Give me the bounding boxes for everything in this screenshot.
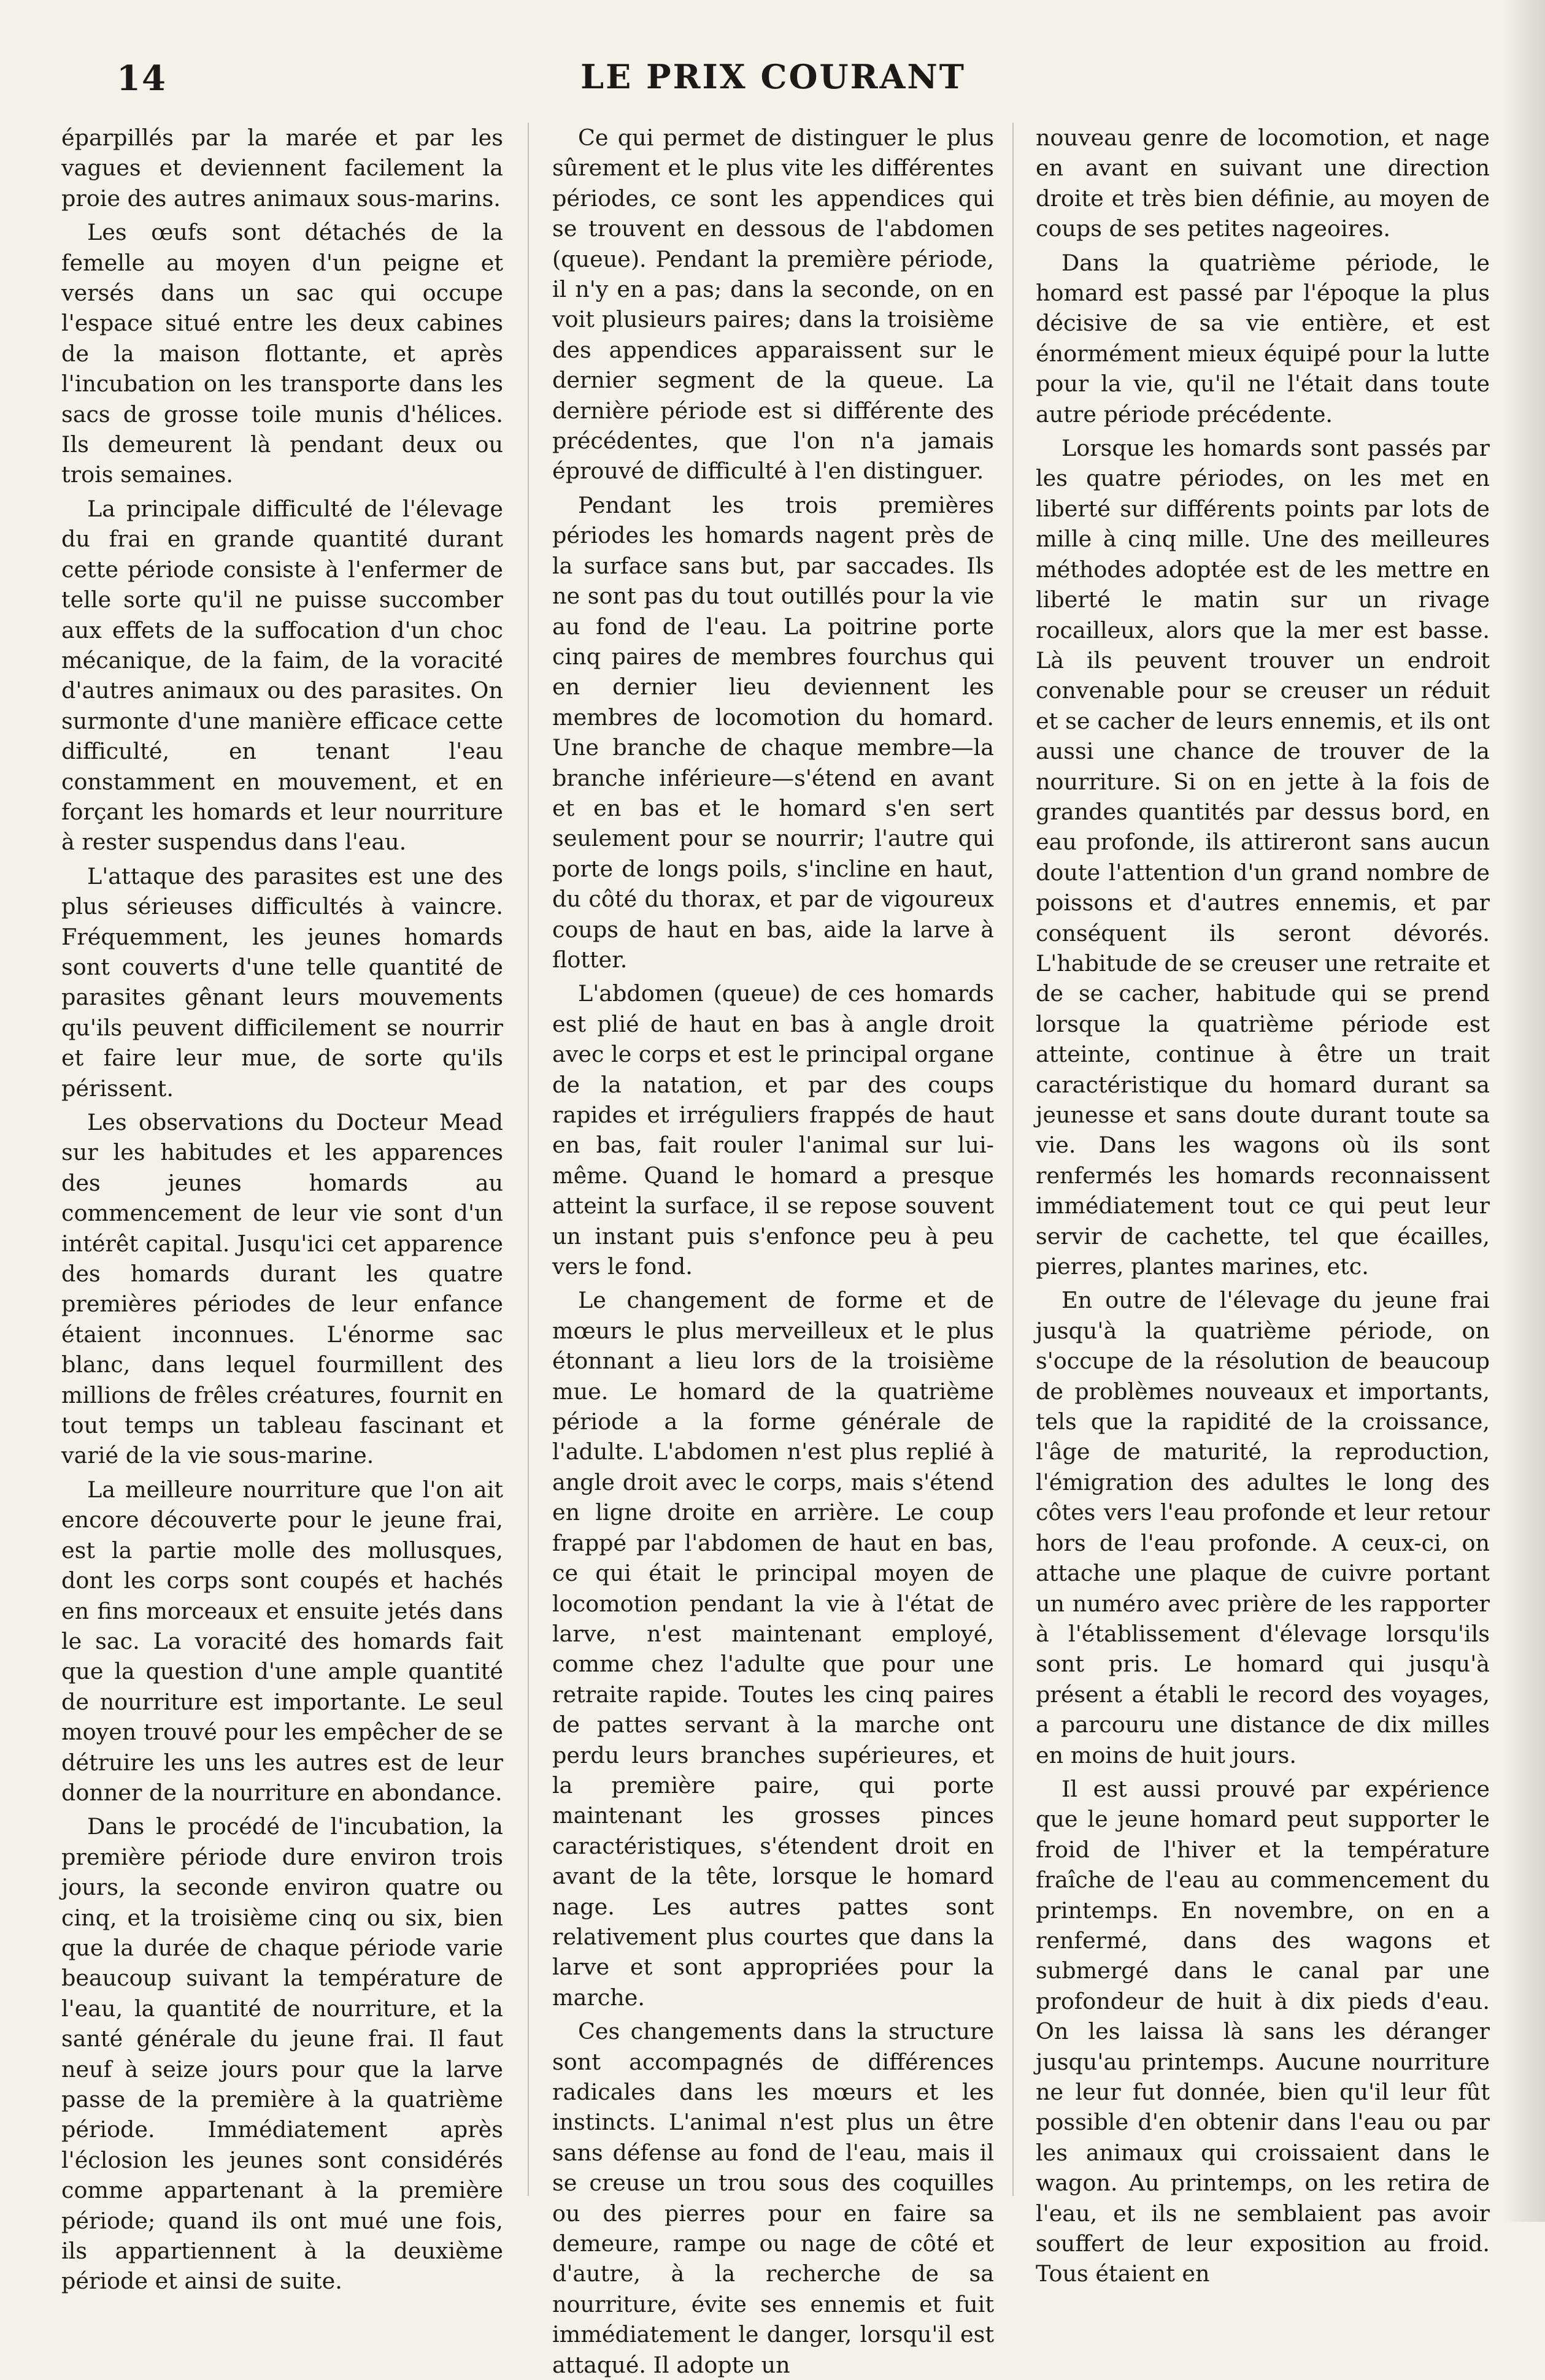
paragraph: Les observations du Docteur Mead sur les habitudes et les apparences des jeunes homards au commencement de leur vie sont d'un intérêt capital. Jusqu'ici cet apparence des homards durant les quatre premières périodes de leur enfance étaient inconnues. L'énorme sac blanc, dans lequel fourmillent des millions de frêles créatures, fournit en tout temps un tableau fascinant et varié de la vie sous-marine. — [61, 1109, 503, 1469]
paragraph: Ce qui permet de distinguer le plus sûrement et le plus vite les différentes périodes, ce sont les appendices qui se trouvent en dessous de l'abdomen (queue). Pendant la première période, il n'y en a pas; dans la seconde, on en voit plusieurs paires; dans la troisième des appendices apparaissent sur le dernier segment de la queue. La dernière période est si différente des précédentes, que l'on n'a jamais éprouvé de difficulté à l'en distinguer. — [552, 125, 994, 485]
paragraph: Pendant les trois premières périodes les homards nagent près de la surface sans but, par saccades. Ils ne sont pas du tout outillés pour la vie au fond de l'eau. La poitrine porte cinq paires de membres fourchus qui en dernier lieu deviennent les membres de locomotion du homard. Une branche de chaque membre—la branche inférieure—s'étend en avant et en bas et le homard s'en sert seulement pour se nourrir; l'autre qui porte de longs poils, s'incline en haut, du côté du thorax, et par de vigoureux coups de haut en bas, aide la larve à flotter. — [552, 491, 994, 973]
paragraph: L'abdomen (queue) de ces homards est plié de haut en bas à angle droit avec le corps et est le principal organe de la natation, et par des coups rapides et irréguliers frappés de haut en bas, fait rouler l'animal sur lui-même. Quand le homard a presque atteint la surface, il se repose souvent un instant puis s'enfonce peu à peu vers le fond. — [552, 980, 994, 1280]
paragraph: L'attaque des parasites est une des plus sérieuses difficultés à vaincre. Fréquemment, les jeunes homards sont couverts d'une telle quantité de parasites gênant leurs mouvements qu'ils peuvent difficilement se nourrir et faire leur mue, de sorte qu'ils périssent. — [61, 862, 503, 1102]
text-column-1 — [61, 123, 503, 2295]
publication-title: LE PRIX COURANT — [580, 57, 966, 96]
paragraph: La principale difficulté de l'élevage du frai en grande quantité durant cette période consiste à l'enfermer de telle sorte qu'il ne puisse succomber aux effets de la suffocation d'un choc mécanique, de la faim, de la voracité d'autres animaux ou des parasites. On surmonte d'une manière efficace cette difficulté, en tenant l'eau constamment en mouvement, et en forçant les homards et leur nourriture à rester suspendus dans l'eau. — [61, 495, 503, 856]
paragraph: Lorsque les homards sont passés par les quatre périodes, on les met en liberté sur différents points par lots de mille à cinq mille. Une des meilleures méthodes adoptée est de les mettre en liberté le matin sur un rivage rocailleux, alors que la mer est basse. Là ils peuvent trouver un endroit convenable pour se creuser un réduit et se cacher de leurs ennemis, et ils ont aussi une chance de trouver de la nourriture. Si on en jette à la fois de grandes quantités par dessus bord, en eau profonde, ils attireront sans aucun doute l'attention d'un grand nombre de poissons et d'autres ennemis, et par conséquent ils seront dévorés. L'habitude de se creuser une retraite et de se cacher, habitude qui se prend lorsque la quatrième période est atteinte, continue à être un trait caractéristique du homard durant sa jeunesse et sans doute durant toute sa vie. Dans les wagons où ils sont renfermés les homards reconnaissent immédiatement tout ce qui peut leur servir de cachette, tel que écailles, pierres, plantes marines, etc. — [1036, 435, 1490, 1280]
paragraph: Il est aussi prouvé par expérience que le jeune homard peut supporter le froid de l'hiver et la température fraîche de l'eau au commencement du printemps. En novembre, on en a renfermé, dans des wagons et submergé dans le canal par une profondeur de huit à dix pieds d'eau. On les laissa là sans les déranger jusqu'au printemps. Aucune nourriture ne leur fut donnée, bien qu'il leur fût possible d'en obtenir dans l'eau ou par les animaux qui croissaient dans le wagon. Au printemps, on les retira de l'eau, et ils ne semblaient pas avoir souffert de leur exposition au froid. Tous étaient en — [1036, 1775, 1490, 2287]
paragraph: Dans le procédé de l'incubation, la première période dure environ trois jours, la seconde environ quatre ou cinq, et la troisième cinq ou six, bien que la durée de chaque période varie beaucoup suivant la température de l'eau, la quantité de nourriture, et la santé générale du jeune frai. Il faut neuf à seize jours pour que la larve passe de la première à la quatrième période. Immédiatement après l'éclosion les jeunes sont considérés comme appartenant à la première période; quand ils ont mué une fois, ils appartiennent à la deuxième période et ainsi de suite. — [61, 1813, 503, 2295]
text-column-3 — [1036, 123, 1490, 2287]
paragraph: Ces changements dans la structure sont accompagnés de différences radicales dans les mœurs et les instincts. L'animal n'est plus un être sans défense au fond de l'eau, mais il se creuse un trou sous des coquilles ou des pierres pour en faire sa demeure, rampe ou nage de côté et d'autre, à la recherche de sa nourriture, évite ses ennemis et fuit immédiatement le danger, lorsqu'il est attaqué. Il adopte un — [552, 2018, 994, 2378]
paragraph: Le changement de forme et de mœurs le plus merveilleux et le plus étonnant a lieu lors de la troisième mue. Le homard de la quatrième période a la forme générale de l'adulte. L'abdomen n'est plus replié à angle droit avec le corps, mais s'étend en ligne droite en arrière. Le coup frappé par l'abdomen de haut en bas, ce qui était le principal moyen de locomotion pendant la vie à l'état de larve, n'est maintenant employé, comme chez l'adulte que pour une retraite rapide. Toutes les cinq paires de pattes servant à la marche ont perdu leurs branches supérieures, et la première paire, qui porte maintenant les grosses pinces caractéristiques, s'étendent droit en avant de la tête, lorsque le homard nage. Les autres pattes sont relativement plus courtes que dans la larve et sont appropriées pour la marche. — [552, 1287, 994, 2011]
column-divider — [1012, 123, 1014, 2196]
column-divider — [528, 123, 529, 2196]
page-edge-shadow — [1502, 0, 1545, 2222]
paragraph: éparpillés par la marée et par les vagues et deviennent facilement la proie des autres animaux sous-marins. — [61, 125, 503, 212]
paragraph: En outre de l'élevage du jeune frai jusqu'à la quatrième période, on s'occupe de la résolution de beaucoup de problèmes nouveaux et importants, tels que la rapidité de la croissance, l'âge de maturité, la reproduction, l'émigration des adultes le long des côtes vers l'eau profonde et leur retour hors de l'eau profonde. A ceux-ci, on attache une plaque de cuivre portant un numéro avec prière de les rapporter à l'établissement d'élevage lorsqu'ils sont pris. Le homard qui jusqu'à présent a établi le record des voyages, a parcouru une distance de dix milles en moins de huit jours. — [1036, 1287, 1490, 1768]
paragraph: Dans la quatrième période, le homard est passé par l'époque la plus décisive de sa vie entière, et est énormément mieux équipé pour la lutte pour la vie, qu'il ne l'était dans toute autre période précédente. — [1036, 249, 1490, 428]
paragraph: La meilleure nourriture que l'on ait encore découverte pour le jeune frai, est la partie molle des mollusques, dont les corps sont coupés et hachés en fins morceaux et ensuite jetés dans le sac. La voracité des homards fait que la question d'une ample quantité de nourriture est importante. Le seul moyen trouvé pour les empêcher de se détruire les uns les autres est de leur donner de la nourriture en abondance. — [61, 1476, 503, 1806]
text-column-2 — [552, 123, 994, 2378]
paragraph: nouveau genre de locomotion, et nage en avant en suivant une direction droite et très bien définie, au moyen de coups de ses petites nageoires. — [1036, 125, 1490, 242]
page-header — [67, 46, 1479, 101]
paragraph: Les œufs sont détachés de la femelle au moyen d'un peigne et versés dans un sac qui occupe l'espace situé entre les deux cabines de la maison flottante, et après l'incubation on les transporte dans les sacs de grosse toile munis d'hélices. Ils demeurent là pendant deux ou trois semaines. — [61, 219, 503, 488]
page-number: 14 — [117, 58, 167, 99]
